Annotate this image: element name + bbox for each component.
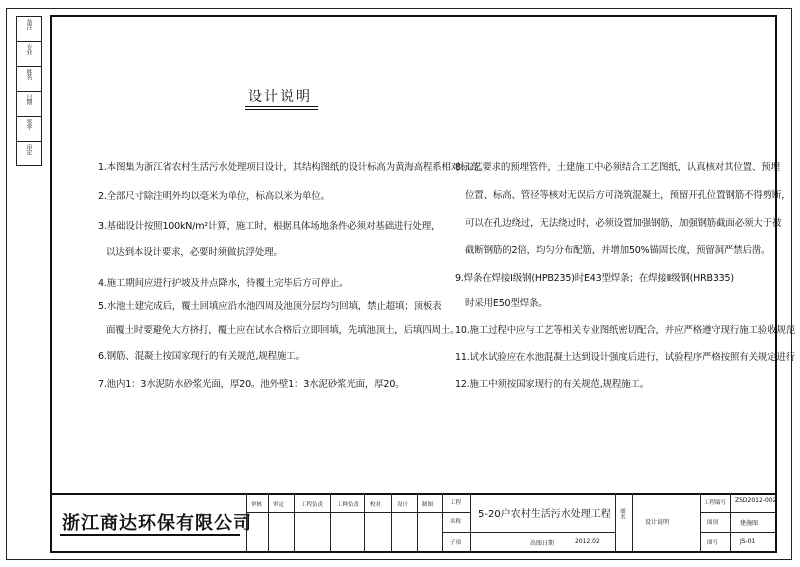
note-line: 时采用E50型焊条。	[465, 298, 548, 309]
note-line: 10.施工过程中应与工艺等相关专业图纸密切配合，并应严格遵守现行施工验收规范	[455, 325, 796, 336]
note-line: 7.池内1：3水泥防水砂浆光面，厚20。池外壁1：3水泥砂浆光面，厚20。	[98, 379, 405, 390]
note-line: 9.焊条在焊接Ⅰ级钢(HPB235)时E43型焊条；在焊接Ⅱ级钢(HRB335)	[455, 273, 734, 284]
note-line: 3.基础设计按照100kN/m²计算，施工时，根据具体场地条件必须对基础进行处理，	[98, 221, 441, 232]
note-line: 面覆土时要避免大方挤打，覆土应在试水合格后立即回填，先填池顶土，后填四周土。	[106, 325, 460, 336]
company-underline	[60, 534, 240, 536]
note-line: 1.本图集为浙江省农村生活污水处理项目设计，其结构图纸的设计标高为黄海高程系相对标高。	[98, 162, 488, 173]
header-cell: 设计	[397, 502, 409, 508]
revision-strip: 备注 专业 姓名 日期 签字 审定	[16, 16, 42, 166]
label-zixiang: 子项	[450, 540, 462, 546]
label-drawing-type: 图别	[707, 520, 719, 526]
drawing-type: 建施图	[740, 520, 759, 527]
project-name: 5-20户农村生活污水处理工程	[478, 509, 611, 520]
header-cell: 制图	[422, 502, 434, 508]
note-line: 4.施工期间应进行护坡及井点降水，待覆土完毕后方可停止。	[98, 278, 349, 289]
title-underline-2	[245, 109, 318, 110]
drawing-no: JS-01	[740, 538, 756, 545]
drawing-name: 设计说明	[645, 519, 670, 526]
note-line: 位置、标高、管径等核对无误后方可浇筑混凝土，预留开孔位置钢筋不得剪断，	[465, 190, 791, 201]
page-title: 设计说明	[248, 89, 312, 105]
date-value: 2012.02	[575, 538, 600, 545]
label-drawing-no: 图号	[707, 540, 719, 546]
note-line: 以达到本设计要求，必要时须做抗浮处理。	[106, 247, 283, 258]
company-name: 浙江商达环保有限公司	[62, 513, 252, 534]
project-no: ZSD2012-002	[735, 497, 777, 504]
note-line: 5.水池土建完成后，覆土回填应沿水池四周及池顶分层均匀回填，禁止超填；顶板表	[98, 301, 442, 312]
note-line: 11.试水试验应在水池混凝土达到设计强度后进行，试验程序严格按照有关规定进行	[455, 352, 796, 363]
header-cell: 工种负责	[337, 502, 360, 508]
note-line: 6.钢筋、混凝土按国家现行的有关规范,规程施工。	[98, 351, 305, 362]
note-line: 2.全部尺寸除注明外均以毫米为单位，标高以米为单位。	[98, 191, 330, 202]
note-line: 截断钢筋的2倍，均匀分布配筋，并增加50%锚固长度，预留洞严禁后凿。	[465, 245, 771, 256]
note-line: 可以在孔边绕过，无法绕过时，必须设置加强钢筋，加强钢筋截面必须大于被	[465, 218, 782, 229]
date-label: 出图日期	[530, 540, 555, 547]
header-cell: 审定	[273, 502, 285, 508]
note-line: 8.工艺要求的预埋管件，土建施工中必须结合工艺图纸，认真核对其位置、预埋	[455, 162, 780, 173]
note-line: 12.施工中须按国家现行的有关规范,规程施工。	[455, 379, 650, 390]
label-mingcheng: 名称	[450, 519, 462, 525]
header-cell: 工程负责	[301, 502, 324, 508]
header-cell: 审核	[251, 502, 263, 508]
label-gongcheng: 工程	[450, 500, 462, 506]
drawing-label: 图名	[619, 508, 625, 519]
title-underline	[245, 106, 318, 107]
header-cell: 校对	[370, 502, 382, 508]
label-project-no: 工程编号	[704, 500, 727, 506]
